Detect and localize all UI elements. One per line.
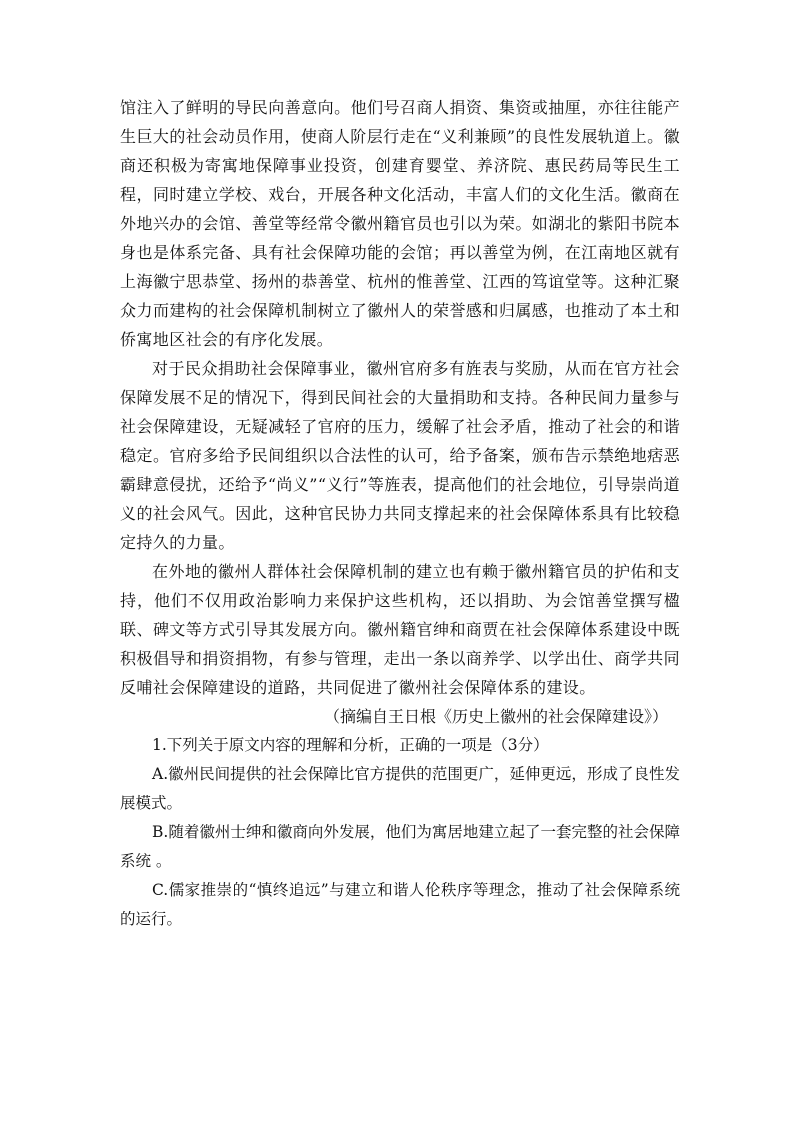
document-page (120, 93, 680, 934)
passage-source: （摘编自王日根《历史上徽州的社会保障建设》） (323, 707, 668, 726)
option-b: B.随着徽州士绅和徽商向外发展，他们为寓居地建立起了一套完整的社会保障系统 。 (120, 823, 680, 870)
option-a: A.徽州民间提供的社会保障比官方提供的范围更广，延伸更远，形成了良性发展模式。 (120, 765, 680, 812)
question-stem: 1.下列关于原文内容的理解和分析，正确的一项是（3分） (152, 736, 549, 754)
option-c: C.儒家推崇的“慎终追远”与建立和谐人伦秩序等理念，推动了社会保障系统的运行。 (120, 881, 680, 928)
passage-paragraph-3: 在外地的徽州人群体社会保障机制的建立也有赖于徽州籍官员的护佑和支持，他们不仅用政治影响力来保护这些机构，还以捐助、为会馆善堂撰写楹联、碑文等方式引导其发展方向。徽州籍官绅和商贾在社会保障体系建设中既积极倡导和捐资捐物，有参与管理，走出一条以商养学、以学出仕、商学共同反哺社会保障建设的道路，共同促进了徽州社会保障体系的建设。 (120, 562, 680, 697)
passage-paragraph-2: 对于民众捐助社会保障事业，徽州官府多有旌表与奖励，从而在官方社会保障发展不足的情况下，得到民间社会的大量捐助和支持。各种民间力量参与社会保障建设，无疑减轻了官府的压力，缓解了社会矛盾，推动了社会的和谐稳定。官府多给予民间组织以合法性的认可，给予备案，颁布告示禁绝地痞恶霸肆意侵扰，还给予“尚义”“义行”等旌表，提高他们的社会地位，引导崇尚道义的社会风气。因此，这种官民协力共同支撑起来的社会保障体系具有比较稳定持久的力量。 (120, 359, 680, 552)
passage-paragraph-1: 馆注入了鲜明的导民向善意向。他们号召商人捐资、集资或抽厘，亦往往能产生巨大的社会动员作用，使商人阶层行走在“义利兼顾”的良性发展轨道上。徽商还积极为寄寓地保障事业投资，创建育婴堂、养济院、惠民药局等民生工程，同时建立学校、戏台，开展各种文化活动，丰富人们的文化生活。徽商在外地兴办的会馆、善堂等经常令徽州籍官员也引以为荣。如湖北的紫阳书院本身也是体系完备、具有社会保障功能的会馆；再以善堂为例，在江南地区就有上海徽宁思恭堂、扬州的恭善堂、杭州的惟善堂、江西的笃谊堂等。这种汇聚众力而建构的社会保障机制树立了徽州人的荣誉感和归属感，也推动了本土和侨寓地区社会的有序化发展。 (120, 98, 680, 349)
